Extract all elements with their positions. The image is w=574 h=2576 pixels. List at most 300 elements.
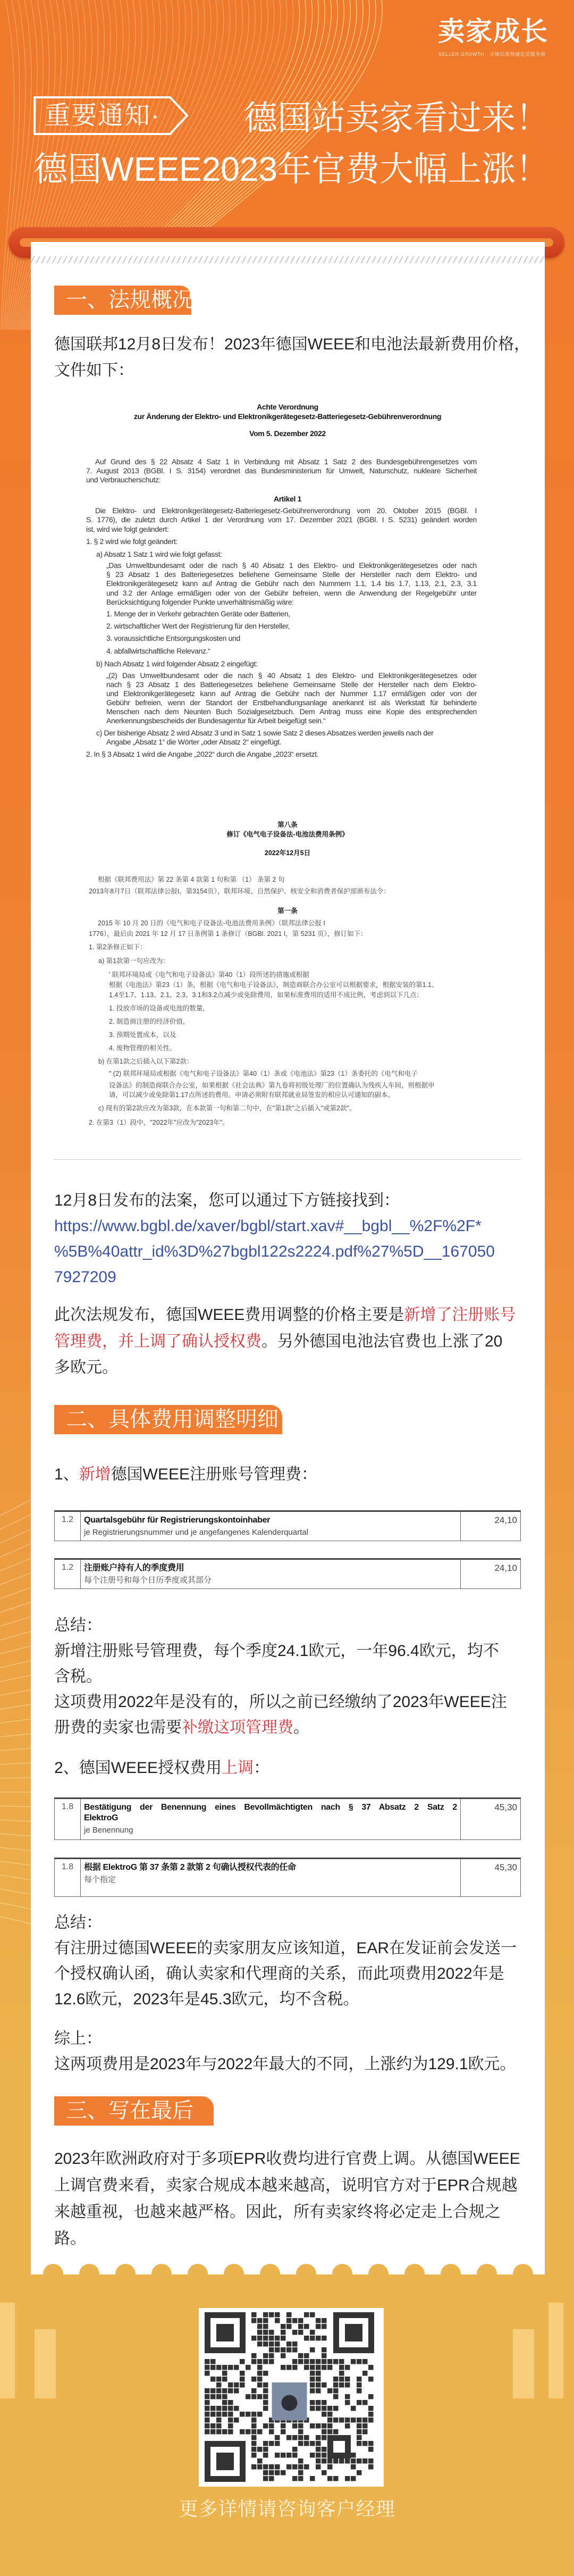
document-line: 2022年12月5日 [264, 849, 311, 857]
qr-module [210, 2388, 216, 2394]
text-segment: 多欧元。 [54, 1359, 118, 1376]
qr-module [316, 2400, 321, 2405]
qr-module [298, 2464, 303, 2470]
qr-module [333, 2458, 339, 2464]
section-heading-overview: 一、法规概况 [54, 286, 191, 315]
qr-module [357, 2400, 362, 2405]
text-line [54, 1461, 533, 1488]
link-line[interactable]: %5B%40attr_id%3D%27bgbl122s2224.pdf%27%5D__167050 [54, 1243, 495, 1260]
qr-module [216, 2429, 222, 2435]
document-line: 根据《联邦费用法》第 22 条第 4 款第 1 句和第 （1） 条第 2 句 [98, 876, 285, 883]
qr-module [298, 2458, 303, 2464]
qr-module [228, 2418, 233, 2423]
document-line: Anerkennungsbescheids der Bundesagentur für Arbeit beigefügt sein.“ [106, 716, 326, 725]
qr-module [216, 2406, 222, 2411]
document-line: 第一条 [277, 907, 298, 915]
qr-module [368, 2365, 374, 2370]
qr-module [316, 2447, 321, 2452]
brand-logo: 卖家成长 [438, 16, 548, 46]
qr-module [281, 2347, 286, 2353]
text-segment: 来越重视，也越来越严格。因此，所有卖家终将必定走上合规之 [54, 2203, 501, 2221]
avatar-camera-icon [282, 2395, 298, 2411]
qr-module [345, 2394, 350, 2399]
qr-module [345, 2382, 350, 2388]
qr-module [251, 2429, 257, 2435]
bgbl-link[interactable] [54, 1214, 533, 1290]
qr-module [281, 2324, 286, 2329]
qr-module [345, 2476, 350, 2481]
qr-module [251, 2336, 257, 2341]
qr-module [281, 2470, 286, 2475]
qr-module [269, 2347, 274, 2353]
qr-module [210, 2406, 216, 2411]
qr-module [298, 2423, 303, 2429]
qr-module [322, 2406, 327, 2411]
qr-module [269, 2330, 274, 2335]
qr-module [298, 2353, 303, 2358]
qr-module [345, 2423, 350, 2429]
qr-module [257, 2330, 263, 2335]
qr-module [345, 2418, 350, 2423]
qr-module [275, 2464, 280, 2470]
document-line: 4. 废物管理的相关性。 [109, 1044, 176, 1052]
qr-module [310, 2453, 315, 2458]
qr-module [216, 2377, 222, 2382]
qr-module [310, 2371, 315, 2376]
qr-module [316, 2388, 321, 2394]
qr-module [251, 2435, 257, 2440]
text-segment: 有注册过德国WEEE的卖家朋友应该知道，EAR在发证前会发送一 [54, 1939, 517, 1957]
qr-module [281, 2365, 286, 2370]
document-line: 2. wirtschaftlicher Wert der Registrierung für den Hersteller, [106, 622, 290, 630]
link-line[interactable]: 7927209 [54, 1268, 116, 1286]
qr-module [322, 2458, 327, 2464]
qr-module [216, 2423, 222, 2429]
qr-module [345, 2324, 362, 2341]
qr-module [257, 2394, 263, 2399]
qr-module [275, 2441, 280, 2446]
qr-module [257, 2429, 263, 2435]
qr-module [339, 2382, 344, 2388]
qr-module [263, 2371, 268, 2376]
text-segment: 德国WEEE注册账号管理费： [111, 1466, 318, 1483]
summary-paragraph [54, 1302, 533, 1381]
text-line [54, 1613, 533, 1638]
document-line: 1. § 2 wird wie folgt geändert: [86, 537, 178, 546]
document-line: 请，可以减少或免除第1.17点所述的费用。申请必须附有联邦就业局签发的相应认可通知的副本。 [109, 1091, 394, 1099]
qr-module [322, 2400, 327, 2405]
text-segment: 总结： [54, 1914, 102, 1931]
qr-module [210, 2429, 216, 2435]
qr-module [269, 2353, 274, 2358]
text-segment: 新增注册账号管理费，每个季度24.1欧元，一年96.4欧元，均不 [54, 1642, 499, 1660]
qr-module [205, 2359, 210, 2364]
qr-module [251, 2423, 257, 2429]
qr-module [263, 2324, 268, 2329]
qr-module [246, 2394, 251, 2399]
document-line: a) Absatz 1 Satz 1 wird wie folgt gefasst: [96, 550, 222, 558]
qr-module [322, 2470, 327, 2475]
text-line [54, 1354, 533, 1381]
text-line [54, 2026, 533, 2052]
qr-module [286, 2312, 292, 2318]
qr-module [316, 2318, 321, 2323]
text-line: 德国联邦12月8日发布！2023年德国WEEE和电池法最新费用价格， [54, 336, 530, 353]
fee-amount: 24,10 [461, 1559, 521, 1589]
qr-module [251, 2464, 257, 2470]
qr-module [351, 2476, 356, 2481]
fee-item-unit: 每个指定 [84, 1875, 116, 1884]
qr-module [205, 2418, 210, 2423]
text-segment: 含税。 [54, 1668, 102, 1685]
qr-module [357, 2441, 362, 2446]
qr-module [310, 2441, 315, 2446]
qr-module [357, 2429, 362, 2435]
qr-module [251, 2359, 257, 2364]
qr-module [304, 2435, 309, 2440]
qr-module [263, 2400, 268, 2405]
text-segment: 这项费用2022年是没有的，所以之前已经缴纳了2023年WEEE注 [54, 1693, 507, 1711]
link-line[interactable]: https://www.bgbl.de/xaver/bgbl/start.xav#__bgbl__%2F%2F* [54, 1217, 482, 1235]
qr-module [292, 2435, 298, 2440]
qr-module [216, 2453, 234, 2470]
qr-module [322, 2412, 327, 2417]
qr-module [327, 2365, 333, 2370]
qr-module [304, 2353, 309, 2358]
decor-line [0, 1617, 31, 1626]
document-line: " (2) 联邦环境局或根据《电气和电子设备法》第40（1）条或《电池法》第23（1）条委托的《电气和电子 [109, 1070, 418, 1077]
qr-module [345, 2377, 350, 2382]
decor-block [35, 2329, 56, 2398]
qr-module [339, 2418, 344, 2423]
qr-module [292, 2423, 298, 2429]
document-line: 3. voraussichtliche Entsorgungskosten und [106, 634, 240, 642]
qr-module [228, 2400, 233, 2405]
document-line: c) Der bisherige Absatz 2 wird Absatz 3 und in Satz 1 sowie Satz 2 dieses Absatzes werden jeweils nach der [96, 729, 434, 737]
decor-line [2, 0, 20, 330]
decor-line [0, 1749, 31, 1751]
qr-module [263, 2341, 268, 2347]
qr-module [205, 2429, 210, 2435]
text-line [54, 2199, 533, 2226]
qr-module [316, 2382, 321, 2388]
text-segment: 综上： [54, 2030, 102, 2047]
qr-module [246, 2412, 251, 2417]
document-line: Auf Grund des § 22 Absatz 4 Satz 1 in Verbindung mit Absatz 1 Satz 2 des Bundesgebührengesetzes vom [95, 457, 477, 466]
qr-module [263, 2359, 268, 2364]
qr-module [269, 2341, 274, 2347]
qr-module [310, 2406, 315, 2411]
qr-module [333, 2406, 339, 2411]
brand-tagline: SELLER GROWTH · 合规出海领域优质服务商 [438, 52, 546, 57]
qr-module [362, 2359, 368, 2364]
highlighted-text: 上调 [222, 1759, 254, 1777]
qr-module [310, 2377, 315, 2382]
qr-module [257, 2324, 263, 2329]
item2-summary [54, 1910, 533, 2012]
qr-module [275, 2435, 280, 2440]
qr-module [228, 2388, 233, 2394]
document-line: 4. abfallwirtschaftliche Relevanz.“ [106, 647, 210, 655]
qr-module [316, 2377, 321, 2382]
qr-module [210, 2359, 216, 2364]
qr-module [222, 2394, 227, 2399]
qr-module [357, 2423, 362, 2429]
qr-module [257, 2377, 263, 2382]
text-segment: 。另外德国电池法官费也上涨了20 [261, 1332, 503, 1350]
document-line: 1.4至1.7、1.13、2.1、2.3、3.1和3.2点减少或免除费用，如果标准费用的适用不成比例，考虑到以下几点： [109, 991, 424, 999]
fee-amount: 45,30 [461, 1859, 521, 1897]
decor-line [0, 1889, 31, 1895]
fee-table-authorisation-zh [54, 1858, 521, 1897]
qr-module [322, 2423, 327, 2429]
fee-item-unit: je Registrierungsnummer und je angefangenes Kalenderquartal [84, 1528, 308, 1537]
qr-module [316, 2359, 321, 2364]
qr-module [322, 2353, 327, 2358]
qr-module [322, 2359, 327, 2364]
qr-module [251, 2441, 257, 2446]
document-line: S. 1776), die zuletzt durch Artikel 1 der Verordnung vom 17. Dezember 2021 (BGBl. I S. 5231) geändert worden [86, 515, 477, 524]
qr-module [228, 2412, 233, 2417]
qr-module [345, 2458, 350, 2464]
document-line: Achte Verordnung [257, 403, 318, 411]
text-line [54, 1664, 533, 1690]
text-line [54, 2172, 533, 2199]
qr-module [228, 2406, 233, 2411]
qr-module [333, 2476, 339, 2481]
qr-module [292, 2330, 298, 2335]
item1-title [54, 1461, 533, 1488]
decor-line [0, 1602, 31, 1613]
qr-module [222, 2388, 227, 2394]
fee-item-unit: 每个注册号和每个日历季度或其部分 [84, 1576, 212, 1585]
qr-module [298, 2330, 303, 2335]
text-segment: 12.6欧元，2023年是45.3欧元，均不含税。 [54, 1990, 359, 2008]
decor-block [548, 2303, 563, 2398]
decor-line [0, 1820, 31, 1821]
text-line [54, 2052, 533, 2077]
qr-module [310, 2382, 315, 2388]
qr-module [304, 2441, 309, 2446]
qr-module [205, 2365, 210, 2370]
qr-module [298, 2441, 303, 2446]
qr-module [351, 2418, 356, 2423]
qr-module [234, 2418, 239, 2423]
text-line [54, 2226, 533, 2252]
text-line [54, 1961, 533, 1987]
document-line: a) 第1款第一句应改为： [98, 957, 170, 965]
qr-module [269, 2464, 274, 2470]
qr-module [292, 2365, 298, 2370]
qr-module [316, 2423, 321, 2429]
qr-module [281, 2336, 286, 2341]
decor-line [0, 1861, 31, 1866]
qr-module [339, 2458, 344, 2464]
qr-module [310, 2347, 315, 2353]
document-line: c) 现有的第2款应改为第3款，在本款第一句和第二句中，在"第1款"之后插入"或第2款"。 [98, 1105, 356, 1112]
qr-module [257, 2318, 263, 2323]
document-line: Die Elektro- und Elektronikgerätegesetz-Batteriegesetz-Gebührenverordnung vom 20. Oktober 2015 (BGBl. I [95, 506, 477, 515]
document-line: zur Änderung der Elektro- und Elektronikgerätegesetz-Batteriegesetz-Gebührenverordnung [133, 412, 442, 421]
qr-module [257, 2412, 263, 2417]
qr-module [281, 2453, 286, 2458]
qr-module [286, 2347, 292, 2353]
hatch-divider [31, 256, 545, 263]
qr-module [298, 2429, 303, 2435]
qr-module [222, 2429, 227, 2435]
qr-module [275, 2470, 280, 2475]
qr-module [368, 2441, 374, 2446]
qr-module [316, 2458, 321, 2464]
qr-module [327, 2359, 333, 2364]
qr-module [228, 2429, 233, 2435]
document-line: „(2) Das Umweltbundesamt oder die nach § 40 Absatz 1 des Elektro- und Elektronikgerätegesetzes oder [106, 671, 477, 680]
qr-module [362, 2423, 368, 2429]
qr-module [298, 2435, 303, 2440]
fee-amount: 45,30 [461, 1799, 521, 1840]
qr-module [310, 2400, 315, 2405]
qr-module [333, 2388, 339, 2394]
qr-module [322, 2336, 327, 2341]
qr-module [310, 2359, 315, 2364]
document-line: 2013年8月7日（联邦法律公报I，第3154页），联邦环境、自然保护、核安全和消费者保护部颁布法令： [89, 888, 390, 895]
qr-module [322, 2435, 327, 2440]
text-line [54, 1910, 533, 1936]
qr-module [257, 2365, 263, 2370]
fee-item-unit: je Benennung [84, 1826, 133, 1835]
qr-module [205, 2394, 210, 2399]
qr-module [304, 2464, 309, 2470]
document-line: Angabe „Absatz 1“ die Wörter „oder Absatz 2“ eingefügt. [106, 738, 282, 746]
fee-table-authorisation-de [54, 1797, 521, 1840]
qr-module [210, 2377, 216, 2382]
decor-line [0, 1573, 31, 1585]
qr-module [339, 2365, 344, 2370]
document-line: ist, wird wie folgt geändert: [86, 525, 169, 533]
qr-module [298, 2476, 303, 2481]
text-segment: 这两项费用是2023年与2022年最大的不同，上涨约为129.1欧元。 [54, 2055, 516, 2073]
decor-block [513, 2329, 534, 2398]
qr-module [322, 2318, 327, 2323]
decor-line [0, 1632, 31, 1641]
text-segment: 册费的卖家也需要 [54, 1719, 182, 1736]
decor-line [0, 1544, 31, 1558]
qr-module [240, 2377, 245, 2382]
decor-line [0, 1875, 31, 1880]
text-segment: 路。 [54, 2230, 86, 2247]
qr-module [292, 2359, 298, 2364]
qr-module [263, 2318, 268, 2323]
document-line: 2. 在第3（1）段中，"2022年"应改为"2023年"。 [89, 1119, 229, 1126]
qr-module [269, 2476, 274, 2481]
qr-module [316, 2406, 321, 2411]
qr-module [351, 2453, 356, 2458]
qr-module [339, 2377, 344, 2382]
qr-module [362, 2441, 368, 2446]
qr-module [362, 2371, 368, 2376]
document-line: 3. 预期处置成本，以及 [109, 1031, 176, 1039]
qr-module [281, 2353, 286, 2358]
qr-module [240, 2371, 245, 2376]
decor-line [0, 1704, 31, 1709]
qr-module [368, 2394, 374, 2399]
qr-module [240, 2412, 245, 2417]
qr-module [216, 2412, 222, 2417]
decor-line [0, 1834, 31, 1836]
qr-module [327, 2423, 333, 2429]
document-line: 1. 第2条修正如下： [89, 943, 147, 951]
qr-module [310, 2312, 315, 2318]
qr-module [327, 2458, 333, 2464]
qr-module [304, 2324, 309, 2329]
qr-module [357, 2458, 362, 2464]
qr-module [263, 2441, 268, 2446]
qr-module [251, 2312, 257, 2318]
qr-code-icon[interactable] [199, 2308, 384, 2487]
qr-module [205, 2388, 210, 2394]
qr-module [304, 2359, 309, 2364]
qr-module [222, 2365, 227, 2370]
qr-module [339, 2371, 344, 2376]
notice-badge [33, 96, 189, 136]
document-line: Vom 5. Dezember 2022 [249, 429, 326, 438]
qr-module [310, 2388, 315, 2394]
qr-module [357, 2418, 362, 2423]
section-heading-details: 二、具体费用调整明细： [54, 1405, 282, 1434]
qr-module [281, 2330, 286, 2335]
qr-module [251, 2447, 257, 2452]
source-paragraph [54, 1188, 533, 1290]
qr-module [333, 2394, 339, 2399]
qr-module [205, 2406, 210, 2411]
qr-module [286, 2365, 292, 2370]
highlighted-text: 管理费，并上调了确认授权费 [54, 1332, 261, 1350]
fee-table-registration-zh [54, 1558, 521, 1589]
qr-module [316, 2365, 321, 2370]
qr-module [205, 2400, 210, 2405]
qr-module [304, 2312, 309, 2318]
qr-module [240, 2429, 245, 2435]
qr-module [275, 2341, 280, 2347]
contact-caption: 更多详情请咨询客户经理 [179, 2498, 395, 2520]
qr-module [205, 2412, 210, 2417]
fee-table-registration-de [54, 1510, 521, 1541]
qr-module [269, 2470, 274, 2475]
qr-module [286, 2435, 292, 2440]
decor-line [0, 1500, 31, 1516]
qr-module [322, 2447, 327, 2452]
conclusion [54, 2026, 533, 2077]
fee-item-number: 1.2 [55, 1559, 81, 1589]
qr-module [304, 2336, 309, 2341]
qr-module [240, 2359, 245, 2364]
qr-module [286, 2341, 292, 2347]
qr-module [281, 2429, 286, 2435]
qr-module [263, 2470, 268, 2475]
qr-module [269, 2336, 274, 2341]
qr-module [362, 2458, 368, 2464]
qr-module [316, 2453, 321, 2458]
qr-module [263, 2423, 268, 2429]
qr-module [362, 2400, 368, 2405]
qr-module [322, 2382, 327, 2388]
qr-module [263, 2336, 268, 2341]
qr-module [368, 2464, 374, 2470]
fee-amount: 24,10 [461, 1511, 521, 1541]
decor-line [0, 1778, 31, 1779]
qr-module [263, 2330, 268, 2335]
qr-module [333, 2418, 339, 2423]
